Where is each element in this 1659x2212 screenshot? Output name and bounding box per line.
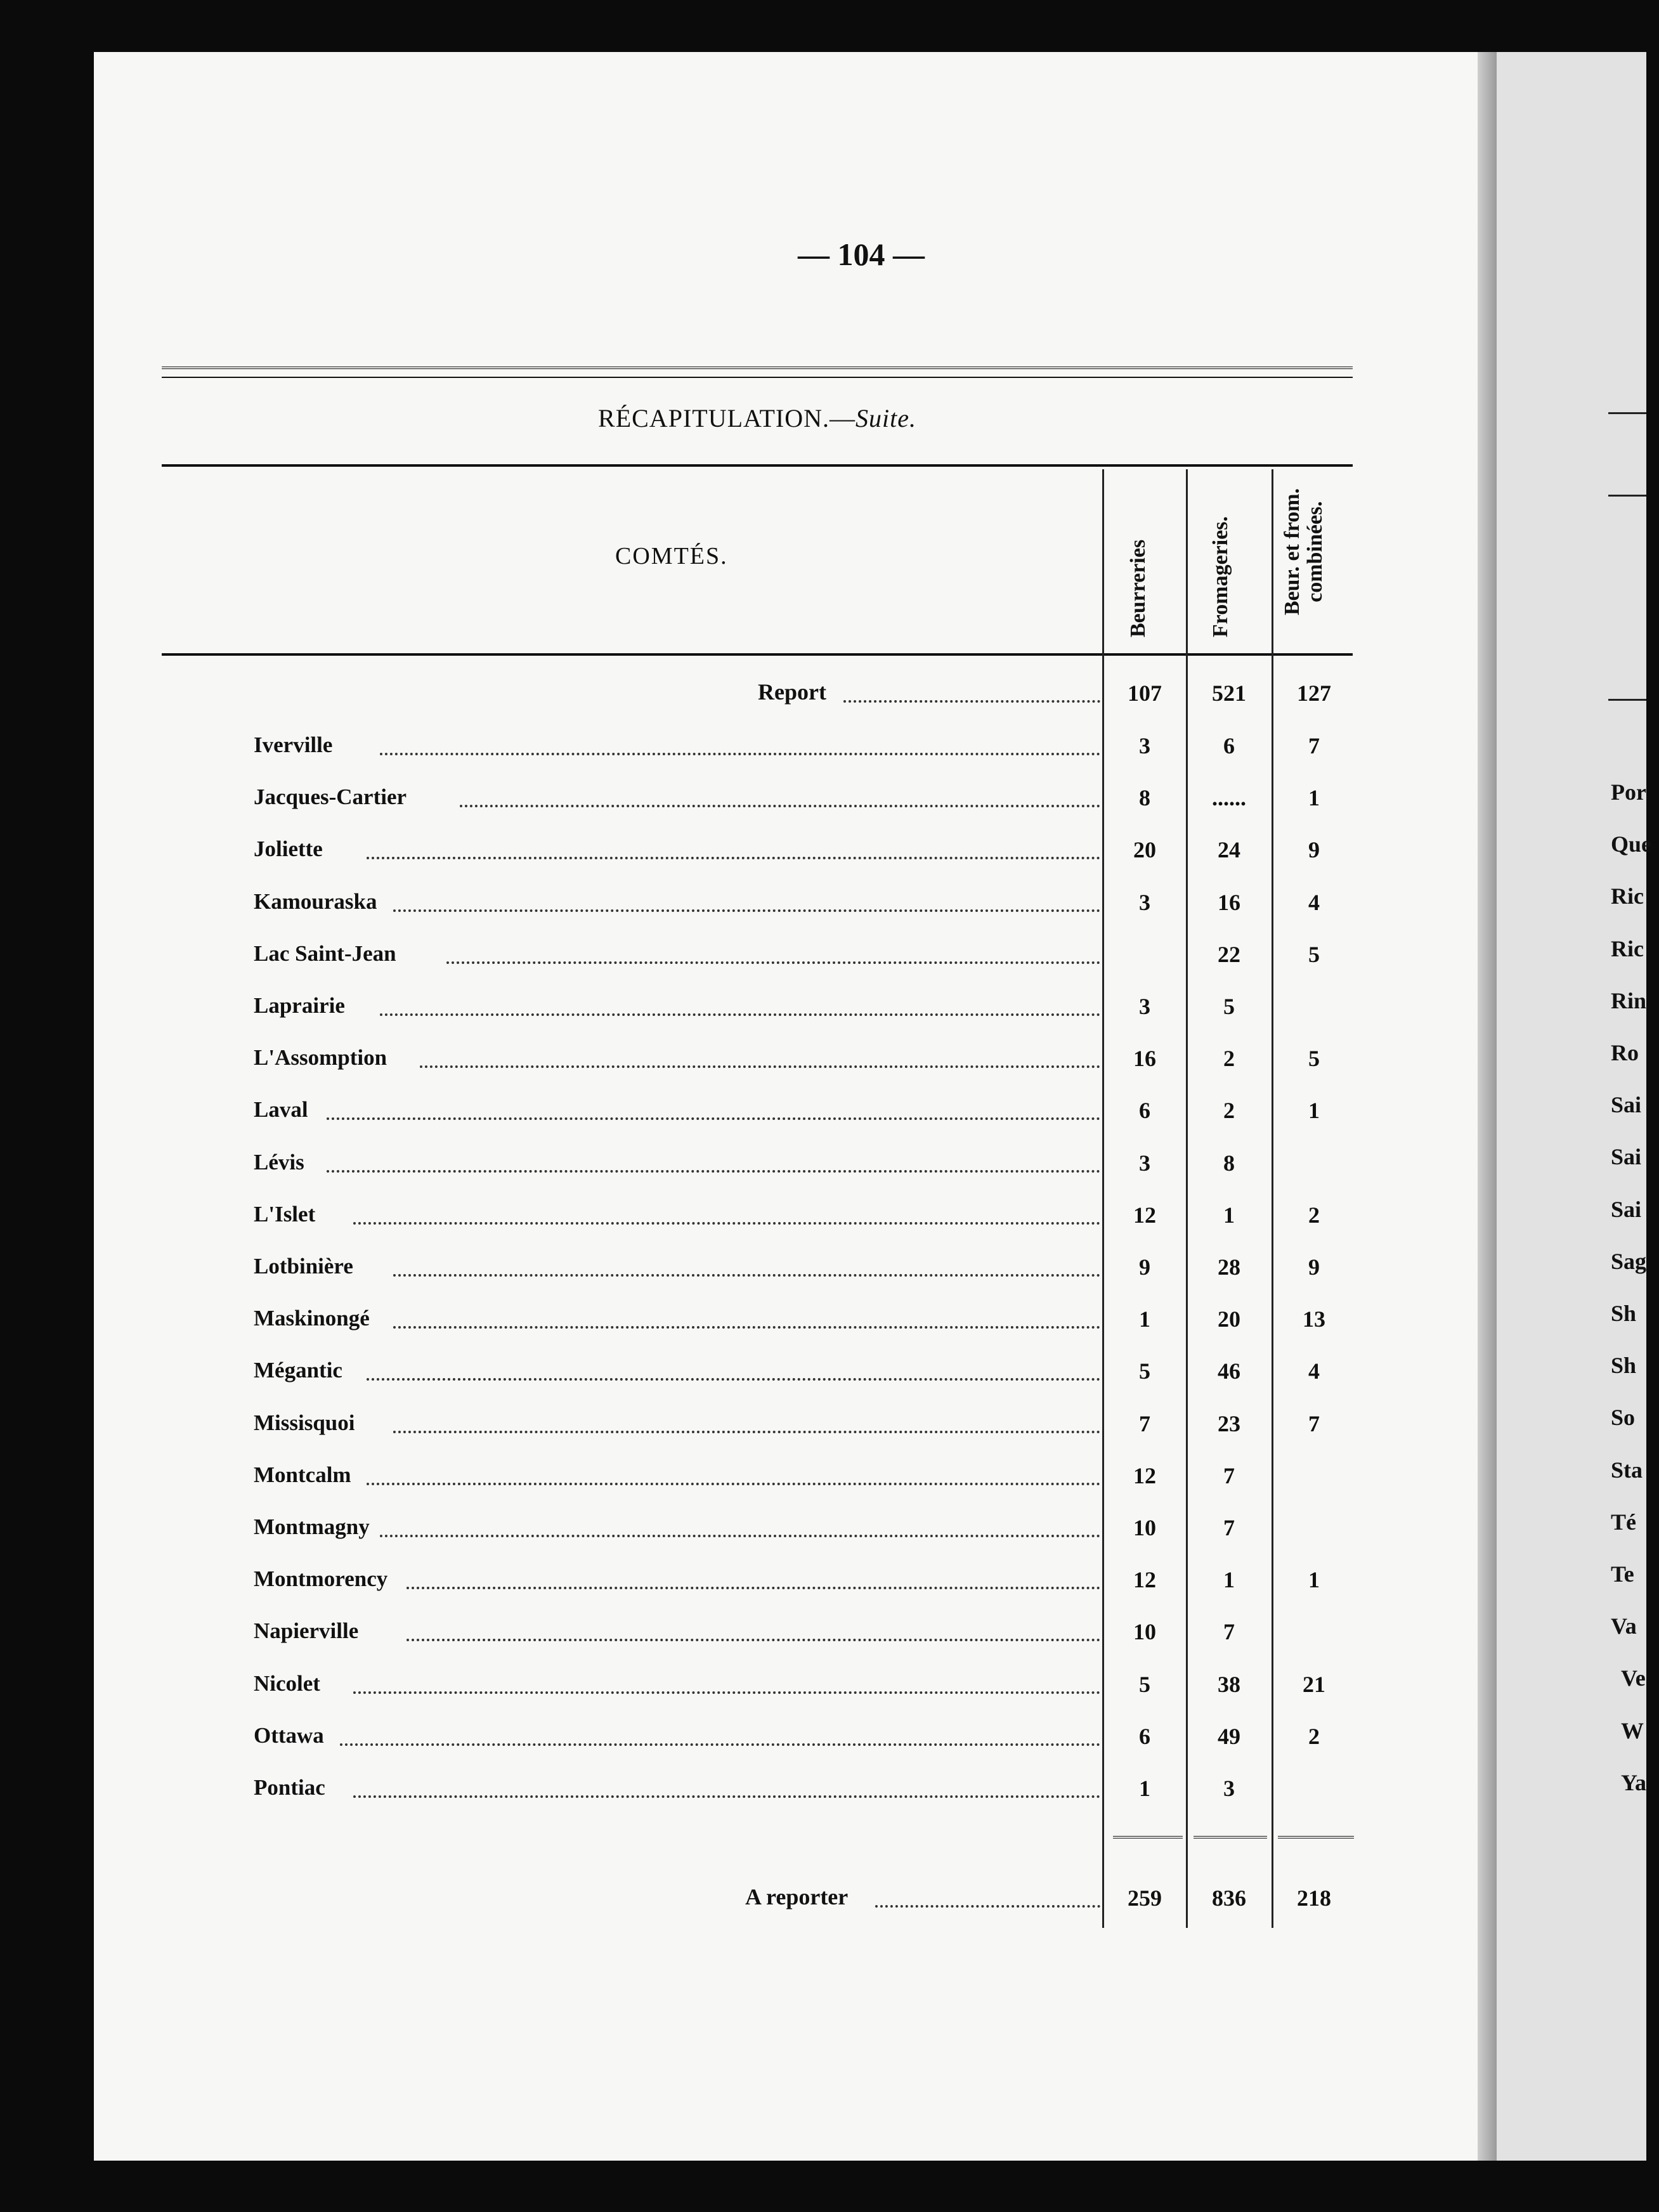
facing-page-fragment: Rin xyxy=(1611,988,1647,1013)
county-value-col-2: 28 xyxy=(1218,1254,1240,1280)
county-name: Lévis xyxy=(254,1150,304,1174)
county-value-col-3: 2 xyxy=(1308,1724,1320,1749)
table-row xyxy=(0,1038,1646,1076)
county-name: Ottawa xyxy=(254,1723,324,1748)
dot-leader xyxy=(367,1373,1100,1381)
county-value-col-3: 1 xyxy=(1308,1098,1320,1123)
county-value-col-3: 4 xyxy=(1308,890,1320,915)
facing-page-fragment: Sag xyxy=(1611,1249,1647,1274)
county-name: Joliette xyxy=(254,836,323,861)
county-value-col-1: 1 xyxy=(1139,1306,1150,1332)
county-value-col-2: 1 xyxy=(1223,1202,1235,1228)
county-name: Nicolet xyxy=(254,1671,320,1696)
county-value-col-1: 7 xyxy=(1139,1411,1150,1436)
county-value-col-1: 9 xyxy=(1139,1254,1150,1280)
county-name: Laprairie xyxy=(254,993,345,1018)
sum-rule-2 xyxy=(1194,1836,1267,1842)
column-header-combinees: Beur. et from. combinées. xyxy=(1280,488,1327,616)
county-value-col-1: 5 xyxy=(1139,1672,1150,1697)
header-top-rule xyxy=(162,464,1353,467)
facing-page-fragment: Ya xyxy=(1621,1770,1647,1795)
facing-page-fragment: So xyxy=(1611,1405,1636,1430)
facing-page-fragment: Ro xyxy=(1611,1040,1639,1065)
county-value-col-3: 7 xyxy=(1308,1411,1320,1436)
county-name: Lac Saint-Jean xyxy=(254,941,396,966)
facing-page-fragment: Sai xyxy=(1611,1092,1642,1117)
title-suffix: Suite. xyxy=(856,404,916,433)
table-row xyxy=(0,1298,1646,1336)
facing-page-fragment: Té xyxy=(1611,1509,1636,1535)
column-header-fromageries: Fromageries. xyxy=(1209,516,1232,637)
facing-page-fragment: Te xyxy=(1611,1561,1634,1587)
county-value-col-1: 10 xyxy=(1133,1515,1156,1540)
county-value-col-1: 5 xyxy=(1139,1358,1150,1384)
dot-leader xyxy=(353,1217,1100,1225)
county-value-col-1: 12 xyxy=(1133,1202,1156,1228)
facing-page-fragment: Ric xyxy=(1611,936,1644,961)
county-value-col-2: 16 xyxy=(1218,890,1240,915)
county-value-col-1: 3 xyxy=(1139,1150,1150,1176)
county-value-col-1: 10 xyxy=(1133,1619,1156,1644)
county-value-col-3: 5 xyxy=(1308,942,1320,967)
table-row xyxy=(0,725,1646,763)
dot-leader xyxy=(340,1738,1100,1746)
dot-leader xyxy=(407,1634,1100,1641)
facing-page-fragment: Sh xyxy=(1611,1353,1637,1378)
county-name: L'Assomption xyxy=(254,1045,387,1070)
county-name: Kamouraska xyxy=(254,889,377,914)
table-row xyxy=(0,1559,1646,1597)
table-row xyxy=(0,1507,1646,1545)
facing-rule xyxy=(1608,412,1646,414)
dot-leader xyxy=(327,1112,1100,1120)
county-name: Lotbinière xyxy=(254,1254,353,1278)
dot-leader xyxy=(380,748,1100,755)
table-row xyxy=(0,1455,1646,1493)
column-header-beurreries: Beurreries xyxy=(1126,539,1150,637)
table-row xyxy=(0,882,1646,920)
dot-leader xyxy=(380,1008,1100,1016)
county-value-col-1: 6 xyxy=(1139,1098,1150,1123)
table-row xyxy=(0,934,1646,972)
county-name: Mégantic xyxy=(254,1358,342,1382)
facing-page-fragment: Sta xyxy=(1611,1457,1643,1483)
county-value-col-1: 12 xyxy=(1133,1463,1156,1488)
county-value-col-3: 1 xyxy=(1308,785,1320,810)
county-value-col-1: 6 xyxy=(1139,1724,1150,1749)
dot-leader xyxy=(407,1582,1100,1589)
county-value-col-1: 16 xyxy=(1133,1046,1156,1071)
county-value-col-2: 2 xyxy=(1223,1098,1235,1123)
dot-leader xyxy=(843,695,1100,703)
county-name: Maskinongé xyxy=(254,1306,370,1330)
county-value-col-2: 8 xyxy=(1223,1150,1235,1176)
county-value-col-2: 46 xyxy=(1218,1358,1240,1384)
table-row xyxy=(0,1715,1646,1753)
table-row xyxy=(0,777,1646,815)
total-value-col-1: 259 xyxy=(1128,1885,1162,1911)
facing-page-fragment: Sai xyxy=(1611,1144,1642,1169)
county-value-col-2: 7 xyxy=(1223,1619,1235,1644)
county-value-col-3: 7 xyxy=(1308,733,1320,758)
county-value-col-2: 5 xyxy=(1223,994,1235,1019)
table-row xyxy=(0,1663,1646,1701)
county-value-col-3: 4 xyxy=(1308,1358,1320,1384)
facing-page-fragment: Que xyxy=(1611,831,1652,857)
dot-leader xyxy=(393,1321,1100,1329)
table-row xyxy=(0,1142,1646,1180)
table-row xyxy=(0,1194,1646,1232)
county-value-col-3: 2 xyxy=(1308,1202,1320,1228)
county-value-col-2: 38 xyxy=(1218,1672,1240,1697)
dot-leader xyxy=(353,1790,1100,1798)
comtes-header: COMTÉS. xyxy=(615,543,728,569)
county-value-col-3: 13 xyxy=(1303,1306,1325,1332)
total-label: A reporter xyxy=(745,1884,849,1909)
dot-leader xyxy=(380,1530,1100,1537)
county-value-col-1: 8 xyxy=(1139,785,1150,810)
county-value-col-1: 3 xyxy=(1139,733,1150,758)
county-value-col-2: ...... xyxy=(1212,785,1246,810)
report-value-col-2: 521 xyxy=(1212,680,1246,706)
facing-page-fragment: Ric xyxy=(1611,883,1644,909)
total-row xyxy=(0,1877,1646,1915)
county-name: L'Islet xyxy=(254,1202,316,1226)
county-name: Missisquoi xyxy=(254,1410,355,1435)
table-row xyxy=(0,1403,1646,1441)
county-value-col-2: 6 xyxy=(1223,733,1235,758)
county-name: Pontiac xyxy=(254,1775,325,1800)
table-row xyxy=(0,1767,1646,1805)
facing-page-fragment: Por xyxy=(1611,779,1646,805)
table-row xyxy=(0,1090,1646,1128)
county-name: Iverville xyxy=(254,732,333,757)
county-name: Montcalm xyxy=(254,1462,351,1487)
dot-leader xyxy=(393,904,1100,912)
dot-leader xyxy=(393,1269,1100,1277)
report-label: Report xyxy=(758,679,826,705)
dot-leader xyxy=(393,1426,1100,1433)
report-value-col-1: 107 xyxy=(1128,680,1162,706)
county-value-col-2: 7 xyxy=(1223,1515,1235,1540)
table-row xyxy=(0,1350,1646,1388)
dot-leader xyxy=(460,800,1100,807)
county-value-col-2: 49 xyxy=(1218,1724,1240,1749)
facing-page-fragment: Va xyxy=(1611,1613,1637,1639)
county-value-col-3: 21 xyxy=(1303,1672,1325,1697)
table-row xyxy=(0,986,1646,1024)
total-value-col-2: 836 xyxy=(1212,1885,1246,1911)
county-value-col-3: 9 xyxy=(1308,837,1320,862)
dot-leader xyxy=(367,1478,1100,1485)
county-name: Laval xyxy=(254,1097,308,1122)
county-name: Montmorency xyxy=(254,1566,388,1591)
page-number: — 104 — xyxy=(798,237,925,272)
county-name: Jacques-Cartier xyxy=(254,784,407,809)
dot-leader xyxy=(327,1165,1100,1173)
sum-rule-3 xyxy=(1278,1836,1354,1842)
county-value-col-3: 1 xyxy=(1308,1567,1320,1592)
county-value-col-2: 20 xyxy=(1218,1306,1240,1332)
county-value-col-1: 1 xyxy=(1139,1776,1150,1801)
county-value-col-1: 20 xyxy=(1133,837,1156,862)
report-row xyxy=(0,672,1646,710)
county-value-col-2: 3 xyxy=(1223,1776,1235,1801)
county-name: Napierville xyxy=(254,1618,359,1643)
county-value-col-3: 5 xyxy=(1308,1046,1320,1071)
facing-page-fragment: W xyxy=(1621,1718,1644,1743)
county-value-col-2: 1 xyxy=(1223,1567,1235,1592)
county-value-col-1: 3 xyxy=(1139,994,1150,1019)
county-value-col-2: 2 xyxy=(1223,1046,1235,1071)
facing-page-fragment: Ve xyxy=(1621,1665,1646,1691)
total-value-col-3: 218 xyxy=(1297,1885,1331,1911)
header-bottom-rule xyxy=(162,653,1353,656)
dot-leader xyxy=(367,852,1100,859)
facing-rule xyxy=(1608,495,1646,497)
top-rule-2 xyxy=(162,377,1353,378)
dot-leader xyxy=(875,1900,1100,1908)
county-value-col-2: 22 xyxy=(1218,942,1240,967)
title-main: RÉCAPITULATION.— xyxy=(598,404,856,433)
table-row xyxy=(0,1611,1646,1649)
dot-leader xyxy=(353,1686,1100,1694)
county-value-col-1: 3 xyxy=(1139,890,1150,915)
county-value-col-2: 24 xyxy=(1218,837,1240,862)
facing-rule xyxy=(1608,699,1646,701)
table-row xyxy=(0,829,1646,867)
county-value-col-2: 7 xyxy=(1223,1463,1235,1488)
county-name: Montmagny xyxy=(254,1514,370,1539)
report-value-col-3: 127 xyxy=(1297,680,1331,706)
top-double-rule xyxy=(162,367,1353,374)
dot-leader xyxy=(446,956,1100,964)
county-value-col-2: 23 xyxy=(1218,1411,1240,1436)
county-value-col-3: 9 xyxy=(1308,1254,1320,1280)
dot-leader xyxy=(420,1060,1100,1068)
facing-page-fragment: Sh xyxy=(1611,1301,1637,1326)
county-value-col-1: 12 xyxy=(1133,1567,1156,1592)
sum-rule-1 xyxy=(1113,1836,1183,1842)
page-title xyxy=(162,403,1353,433)
facing-page-fragment: Sai xyxy=(1611,1197,1642,1222)
table-row xyxy=(0,1246,1646,1284)
